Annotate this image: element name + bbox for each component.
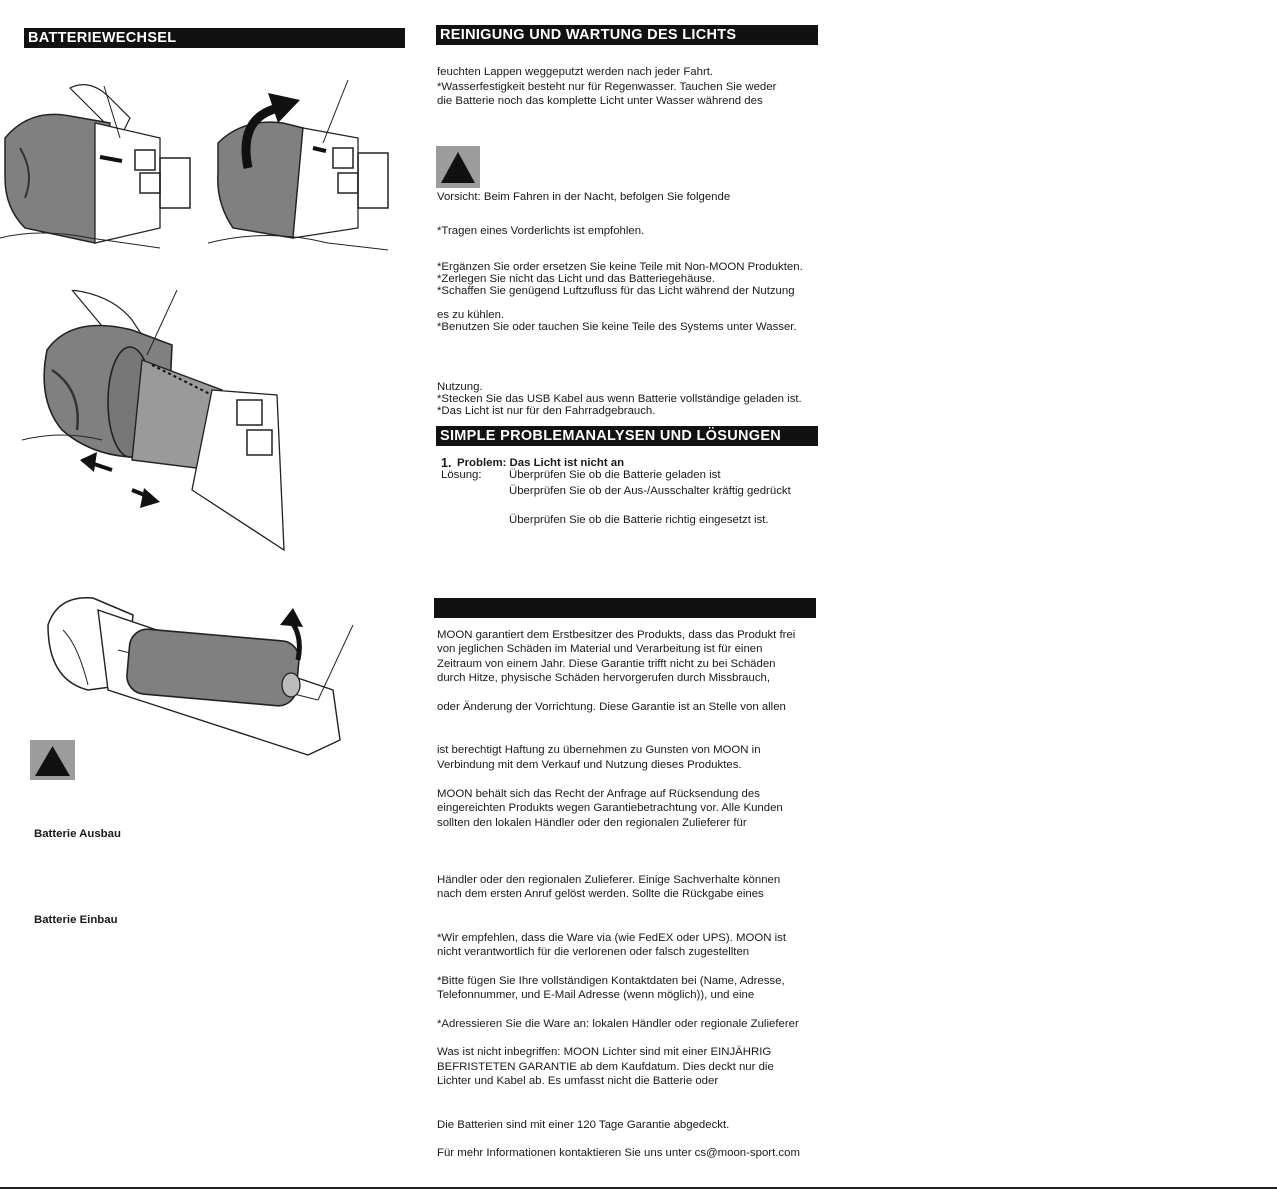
problem-number: 1. <box>441 456 452 470</box>
warranty-header <box>434 598 816 618</box>
warranty-line: Verbindung mit dem Verkauf und Nutzung dieses Produktes. <box>437 759 742 771</box>
warranty-line: BEFRISTETEN GARANTIE ab dem Kaufdatum. Dies deckt nur die <box>437 1061 774 1073</box>
caution-line: Vorsicht: Beim Fahren in der Nacht, befolgen Sie folgende <box>437 191 731 203</box>
cleaning-line: die Batterie noch das komplette Licht unter Wasser während des <box>437 95 763 107</box>
problems-header: SIMPLE PROBLEMANALYSEN UND LÖSUNGEN <box>436 426 818 446</box>
warranty-line: sollten den lokalen Händler oder den regionalen Zulieferer für <box>437 817 747 829</box>
warranty-line: Die Batterien sind mit einer 120 Tage Garantie abgedeckt. <box>437 1119 730 1131</box>
warranty-line: *Bitte fügen Sie Ihre vollständigen Kontaktdaten bei (Name, Adresse, <box>437 975 785 987</box>
warranty-contact-line: Für mehr Informationen kontaktieren Sie uns unter cs@moon-sport.com <box>437 1147 800 1159</box>
solution-item: Überprüfen Sie ob die Batterie geladen ist <box>509 469 721 481</box>
caution-line: *Zerlegen Sie nicht das Licht und das Batteriegehäuse. <box>437 273 715 285</box>
caution-line: *Schaffen Sie genügend Luftzufluss für das Licht während der Nutzung <box>437 285 795 297</box>
warranty-line: nach dem ersten Anruf gelöst werden. Sollte die Rückgabe eines <box>437 888 764 900</box>
solution-label: Lösung: <box>441 469 482 481</box>
page-bottom-rule <box>0 1187 1277 1189</box>
solution-item: Überprüfen Sie ob der Aus-/Ausschalter kräftig gedrückt <box>509 485 791 497</box>
warning-icon <box>30 740 75 780</box>
warranty-line: MOON behält sich das Recht der Anfrage auf Rücksendung des <box>437 788 760 800</box>
warranty-line: Lichter und Kabel ab. Es umfasst nicht die Batterie oder <box>437 1075 719 1087</box>
warranty-line: nicht verantwortlich für die verlorenen oder falsch zugestellten <box>437 946 750 958</box>
cleaning-header: REINIGUNG UND WARTUNG DES LICHTS <box>436 25 818 45</box>
twist-illustration-right <box>208 78 393 253</box>
caution-line: *Tragen eines Vorderlichts ist empfohlen. <box>437 225 645 237</box>
caution-line: *Das Licht ist nur für den Fahrradgebrauch. <box>437 405 656 417</box>
cleaning-line: *Wasserfestigkeit besteht nur für Regenwasser. Tauchen Sie weder <box>437 81 777 93</box>
battery-install-label: Batterie Einbau <box>34 914 118 926</box>
battery-change-header: BATTERIEWECHSEL <box>24 28 405 48</box>
warranty-line: ist berechtigt Haftung zu übernehmen zu Gunsten von MOON in <box>437 744 761 756</box>
battery-removal-illustration <box>38 590 358 765</box>
warranty-line: Telefonnummer, und E-Mail Adresse (wenn möglich)), und eine <box>437 989 755 1001</box>
cleaning-line: feuchten Lappen weggeputzt werden nach jeder Fahrt. <box>437 66 714 78</box>
caution-line: Nutzung. <box>437 381 483 393</box>
caution-line: es zu kühlen. <box>437 309 505 321</box>
warranty-line: eingereichten Produkts wegen Garantiebetrachtung vor. Alle Kunden <box>437 802 783 814</box>
warranty-line: MOON garantiert dem Erstbesitzer des Produkts, dass das Produkt frei <box>437 629 796 641</box>
problem-title: Problem: Das Licht ist nicht an <box>457 457 625 469</box>
warranty-line: von jeglichen Schäden im Material und Verarbeitung ist für einen <box>437 643 763 655</box>
warranty-line: Was ist nicht inbegriffen: MOON Lichter sind mit einer EINJÄHRIG <box>437 1046 772 1058</box>
warranty-line: Zeitraum von einem Jahr. Diese Garantie trifft nicht zu bei Schäden <box>437 658 776 670</box>
warranty-line: oder Änderung der Vorrichtung. Diese Garantie ist an Stelle von allen <box>437 701 786 713</box>
caution-line: *Benutzen Sie oder tauchen Sie keine Teile des Systems unter Wasser. <box>437 321 797 333</box>
caution-line: *Stecken Sie das USB Kabel aus wenn Batterie vollständige geladen ist. <box>437 393 802 405</box>
warranty-line: Händler oder den regionalen Zulieferer. Einige Sachverhalte können <box>437 874 781 886</box>
battery-removal-label: Batterie Ausbau <box>34 828 121 840</box>
twist-illustration-left <box>0 78 200 253</box>
caution-icon <box>436 146 480 188</box>
warranty-line: durch Hitze, physische Schäden hervorgerufen durch Missbrauch, <box>437 672 771 684</box>
separate-illustration <box>22 290 287 555</box>
warranty-line: *Wir empfehlen, dass die Ware via (wie FedEX oder UPS). MOON ist <box>437 932 786 944</box>
warranty-line: *Adressieren Sie die Ware an: lokalen Händler oder regionale Zulieferer <box>437 1018 799 1030</box>
solution-item: Überprüfen Sie ob die Batterie richtig eingesetzt ist. <box>509 514 769 526</box>
caution-line: *Ergänzen Sie order ersetzen Sie keine Teile mit Non-MOON Produkten. <box>437 261 803 273</box>
